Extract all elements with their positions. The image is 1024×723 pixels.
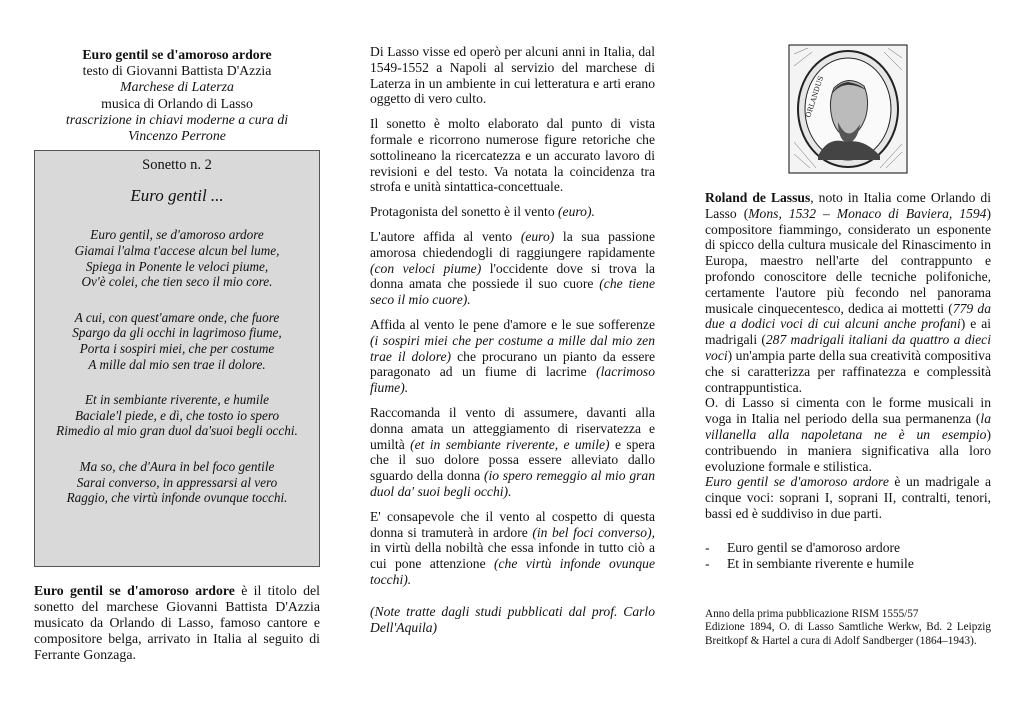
text: ) compositore fiammingo, considerato un esponente di spicco della cultura musicale del Rinascimento in Europa, maestro nell'arte del contrappunto e profondo conoscitore delle tecniche polifoniche, certamente l'autore più fecondo nel panorama musicale cinquecentesco, dedica ai mottetti ( [705, 205, 992, 316]
part-label: Et in sembiante riverente e humile [727, 555, 914, 571]
verse: Ov'è colei, che tien seco il mio core. [81, 274, 273, 290]
paragraph [370, 317, 655, 396]
stanza-4 [35, 459, 319, 506]
bio-paragraph [705, 190, 991, 395]
paragraph: Di Lasso visse ed operò per alcuni anni in Italia, dal 1549-1552 a Napoli al servizio del marchese di Laterza in un ambiente in cui letteratura e arti erano oggetto di vero culto. [370, 44, 655, 107]
portrait-engraving [788, 44, 908, 174]
verse: Spiega in Ponente le veloci piume, [85, 258, 269, 274]
text: L'autore affida al vento [370, 228, 521, 244]
sonnet-title: Euro gentil ... [130, 185, 224, 205]
publication-line: Edizione 1894, O. di Lasso Samtliche Werkw, Bd. 2 Leipzig Breitkopf & Hartel a cura di Adolf Sandberger (1864–1943). [705, 621, 991, 647]
column-middle [370, 0, 655, 644]
paragraph [370, 229, 655, 308]
stanza-2 [35, 310, 319, 372]
text: Protagonista del sonetto è il vento [370, 204, 559, 220]
madrigal-title: Euro gentil se d'amoroso ardore [705, 474, 889, 490]
paragraph [370, 405, 655, 500]
quote: (con veloci piume) [370, 260, 482, 276]
verse: Ma so, che d'Aura in bel foco gentile [79, 458, 275, 474]
description-title: Euro gentil se d'amoroso ardore [34, 583, 235, 599]
sonnet-description [34, 583, 320, 663]
verse: Raggio, che virtù infonde ovunque tocchi. [66, 490, 288, 506]
composer-name: Roland de Lassus [705, 190, 811, 205]
paragraph: Il sonetto è molto elaborato dal punto di vista formale e ricorrono numerose figure retoriche che sottolineano la ricercatezza e un accurato lavoro di revisioni e del testo. Va notata la coincidenza tra strofa e unità sintattica-concettuale. [370, 116, 655, 195]
bio-paragraph [705, 474, 991, 521]
text: ) e ai madrigali ( [705, 316, 992, 348]
parts-list [705, 540, 991, 572]
bio-paragraph [705, 395, 991, 474]
biography [705, 190, 991, 522]
title: Euro gentil se d'amoroso ardore [82, 47, 272, 62]
text: e spera che il suo dolore possa essere alleviato dallo sguardo della donna [370, 436, 656, 484]
title-block [34, 47, 320, 144]
text: che procurano un pianto da essere paragonato ad un fiume di lacrime [370, 348, 655, 380]
quote: (et in sembiante riverente, e umile) [410, 436, 610, 452]
text: Raccomanda il vento di assumere, davanti alla donna amata un atteggiamento di riservatezza e umiltà [370, 404, 655, 452]
text: , noto in Italia come Orlando di Lasso ( [705, 190, 991, 221]
quote: (euro). [558, 204, 595, 220]
list-item: - Euro gentil se d'amoroso ardore [705, 539, 901, 555]
transcription-note: trascrizione in chiavi moderne a cura di [65, 111, 289, 127]
stanza-1 [35, 227, 319, 289]
paragraph [370, 204, 655, 220]
author-title: Marchese di Laterza [120, 79, 234, 95]
text: in virtù della nobiltà che essa infonde in tutto ciò a cui pone attenzione [370, 540, 655, 572]
verse: Sarai converso, in appressarsi al vero [76, 474, 278, 490]
portrait-inscription: ORLANDUS [804, 75, 826, 119]
column-left [34, 0, 320, 663]
list-item: - Et in sembiante riverente e humile [705, 555, 914, 571]
source-note: (Note tratte dagli studi pubblicati dal prof. Carlo Dell'Aquila) [370, 603, 655, 635]
quote: (io spero remeggio al mio gran duol da' suoi begli occhi). [370, 468, 656, 499]
verse: Et in sembiante riverente, e humile [84, 392, 270, 408]
sonnet-box [34, 150, 320, 567]
text: ) contribuendo in maniera significativa alla loro evoluzione formale e stilistica. [705, 426, 991, 474]
text: Affida al vento le pene d'amore e le sue sofferenze [370, 316, 655, 332]
music-author: musica di Orlando di Lasso [101, 95, 253, 111]
quote: (i sospiri miei che per costume a mille dal mio zen trae il dolore) [370, 332, 655, 364]
text: l'occidente dove si trova la donna amata che possiede il suo cuore [370, 260, 656, 292]
text: ) un'ampia parte della sua creatività compositiva che si caratterizza per raffinatezza e complessità contrappuntistica. [705, 347, 991, 395]
text-author: testo di Giovanni Battista D'Azzia [82, 63, 272, 79]
verse: A cui, con quest'amare onde, che fuore [74, 309, 280, 325]
quote: (in bel foci converso), [532, 524, 655, 540]
sonnet-number: Sonetto n. 2 [142, 157, 212, 174]
quote: (lacrimoso fiume). [370, 364, 655, 396]
quote: 779 da due a dodici voci di cui alcuni anche profani [705, 300, 991, 332]
paragraph [370, 509, 655, 588]
text: E' consapevole che il vento al cospetto di questa donna si tramuterà in ardore [370, 508, 655, 540]
verse: Baciale'l piede, e dì, che tosto io spero [74, 407, 280, 423]
quote: la villanella alla napoletana ne è un esempio [705, 411, 991, 442]
column-right [705, 0, 991, 648]
part-label: Euro gentil se d'amoroso ardore [727, 539, 901, 555]
verse: Rimedio al mio gran duol da'suoi begli occhi. [56, 423, 298, 439]
description-text: è il titolo del sonetto del marchese Giovanni Battista D'Azzia musicato da Orlando di Lasso, famoso cantore e compositore belga, arrivato in Italia al seguito di Ferrante Gonzaga. [34, 583, 320, 663]
verse: Giamai l'alma t'accese alcun bel lume, [74, 243, 280, 258]
publication-info [705, 608, 991, 648]
dates: Mons, 1532 – Monaco di Baviera, 1594 [748, 205, 987, 221]
transcriber: Vincenzo Perrone [128, 128, 226, 144]
text: O. di Lasso si cimenta con le forme musicali in voga in Italia nel periodo della sua permanenza ( [705, 395, 991, 427]
text: la sua passione amorosa chiedendogli di raggiungere rapidamente [370, 228, 655, 260]
verse: Porta i sospiri miei, che per costume [79, 340, 275, 356]
quote: 287 madrigali italiani da quattro a dieci voci [705, 332, 991, 363]
quote: (che virtù infonde ovunque tocchi). [370, 556, 655, 587]
verse: A mille dal mio sen trae il dolore. [88, 356, 266, 372]
verse: Euro gentil, se d'amoroso ardore [90, 227, 264, 243]
publication-line: Anno della prima pubblicazione RISM 1555/57 [705, 607, 919, 620]
quote: (euro) [520, 228, 555, 244]
quote: (che tiene seco il mio cuore). [370, 276, 655, 308]
text: è un madrigale a cinque voci: soprani I, soprani II, contralti, tenori, bassi ed è suddiviso in due parti. [705, 474, 992, 521]
verse: Spargo da gli occhi in lagrimoso fiume, [72, 325, 282, 341]
stanza-3 [35, 392, 319, 439]
